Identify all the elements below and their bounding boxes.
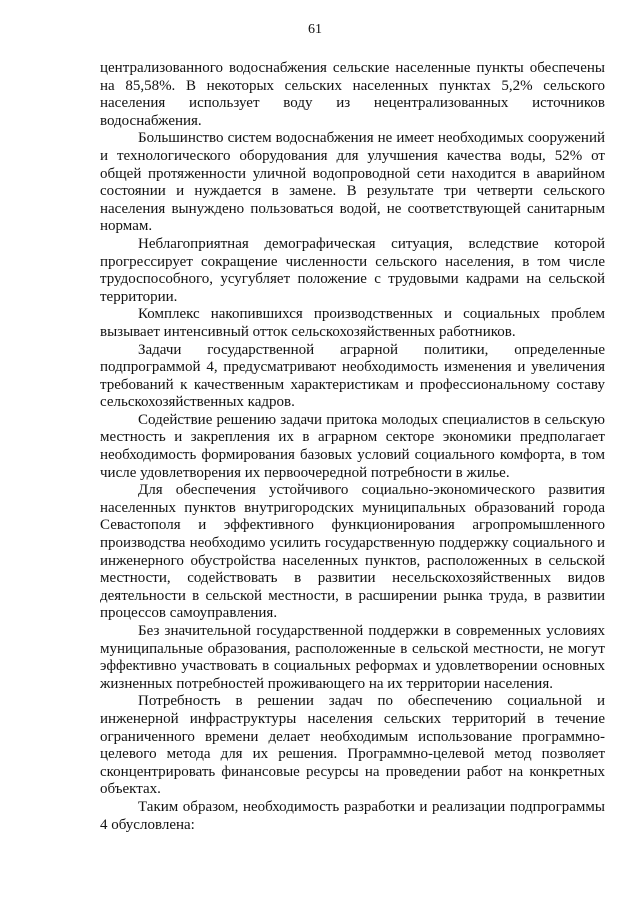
paragraph-water-systems-condition: Большинство систем водоснабжения не имеет необходимых сооружений и технологического оборудования для улучшения качества воды, 52% от общей протяженности уличной водопроводной сети находится в аварийном состоянии и нуждается в замене. В результате три четверти сельского населения вынуждено пользоваться водой, не соответствующей санитарным нормам. [100,130,605,235]
paragraph-state-support: Без значительной государственной поддержки в современных условиях муниципальные образования, расположенные в сельской местности, не могут эффективно участвовать в социальных реформах и удовлетворении основных жизненных потребностей проживающего на их территории населения. [100,623,605,692]
paragraph-program-target-method: Потребность в решении задач по обеспечению социальной и инженерной инфраструктуры населения сельских территорий в течение ограниченного времени делает необходимым использование программно-целевого метода для их решения. Программно-целевой метод позволяет сконцентрировать финансовые ресурсы на проведении работ на конкретных объектах. [100,693,605,798]
paragraph-water-supply-coverage: централизованного водоснабжения сельские населенные пункты обеспечены на 85,58%. В некоторых сельских населенных пунктах 5,2% сельского населения использует воду из нецентрализованных источников водоснабжения. [100,60,605,129]
document-body [100,60,605,834]
paragraph-sustainable-development: Для обеспечения устойчивого социально-экономического развития населенных пунктов внутригородских муниципальных образований города Севастополя и эффективного функционирования агропромышленного производства необходимо усилить государственную поддержку социального и инженерного обустройства населенных пунктов, расположенных в сельской местности, содействовать в развитии несельскохозяйственных видов деятельности в сельской местности, в расширении рынка труда, в развитии процессов самоуправления. [100,482,605,622]
paragraph-conclusion: Таким образом, необходимость разработки и реализации подпрограммы 4 обусловлена: [100,798,605,833]
paragraph-agrarian-policy-tasks: Задачи государственной аграрной политики, определенные подпрограммой 4, предусматривают необходимость изменения и увеличения требований к качественным характеристикам и профессиональному составу сельскохозяйственных кадров. [100,341,605,411]
paragraph-demographic-situation: Неблагоприятная демографическая ситуация, вследствие которой прогрессирует сокращение численности сельского населения, в том числе трудоспособного, усугубляет положение с трудовыми кадрами на сельской территории. [100,235,605,305]
paragraph-young-specialists: Содействие решению задачи притока молодых специалистов в сельскую местность и закрепления их в аграрном секторе экономики предполагает необходимость формирования базовых условий социального комфорта, в том числе удовлетворения их первоочередной потребности в жилье. [100,411,605,481]
page-number: 61 [308,22,322,37]
paragraph-problems-outflow: Комплекс накопившихся производственных и социальных проблем вызывает интенсивный отток сельскохозяйственных работников. [100,306,605,340]
